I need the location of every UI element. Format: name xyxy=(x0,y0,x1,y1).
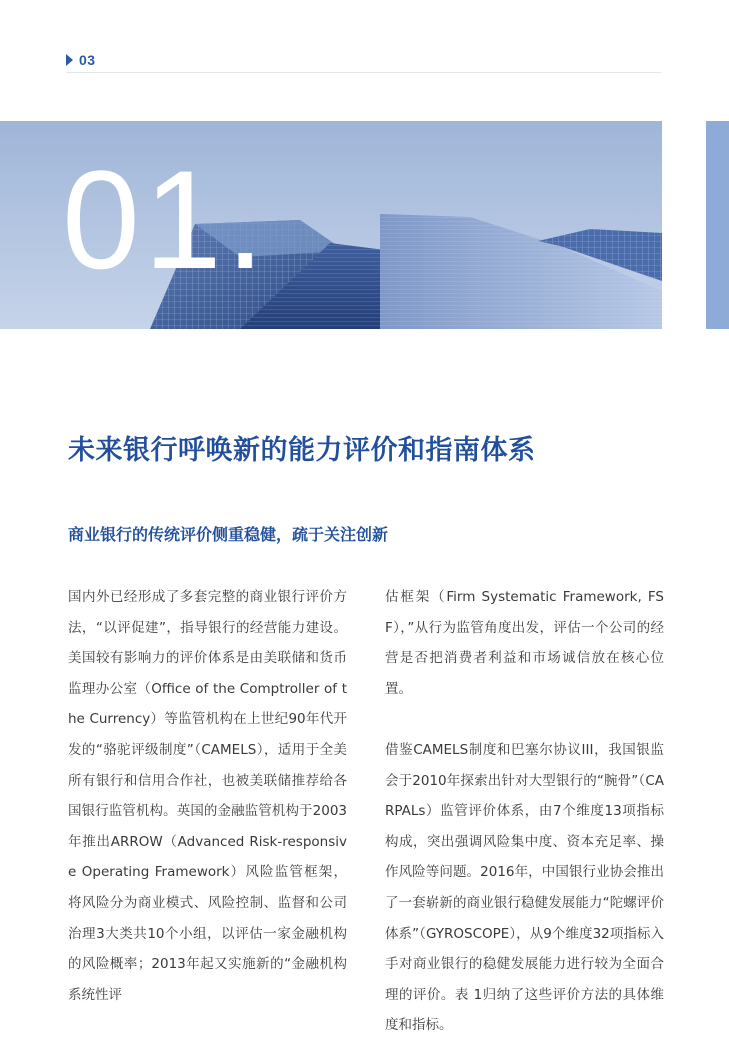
body-column-left xyxy=(68,582,347,1010)
page-number-label: 03 xyxy=(79,52,96,68)
page-number xyxy=(66,52,96,68)
chapter-number: 01. xyxy=(62,141,269,298)
body-column-right xyxy=(385,582,664,1041)
body-paragraph: 国内外已经形成了多套完整的商业银行评价方法，“以评促建”，指导银行的经营能力建设。美国较有影响力的评价体系是由美联储和货币监理办公室（Office of the Comptroller of the Currency）等监管机构在上世纪90年代开发的“骆驼评级制度”（CAMELS），适用于全美所有银行和信用合作社，也被美联储推荐给各国银行监管机构。英国的金融监管机构于2003年推出ARROW（Advanced Risk-responsive Operating Framework）风险监管框架，将风险分为商业模式、风险控制、监督和公司治理3大类共10个小组，以评估一家金融机构的风险概率；2013年起又实施新的“金融机构系统性评 xyxy=(68,589,347,1003)
body-paragraph: 借鉴CAMELS制度和巴塞尔协议III，我国银监会于2010年探索出针对大型银行的“腕骨”（CARPALs）监管评价体系，由7个维度13项指标构成，突出强调风险集中度、资本充足率、操作风险等问题。2016年，中国银行业协会推出了一套崭新的商业银行稳健发展能力“陀螺评价体系”（GYROSCOPE），从9个维度32项指标入手对商业银行的稳健发展能力进行较为全面合理的评价。表 1归纳了这些评价方法的具体维度和指标。 xyxy=(385,741,664,1034)
triangle-marker-icon xyxy=(66,54,73,66)
body-paragraph: 估框架（Firm Systematic Framework, FSF），”从行为监管角度出发，评估一个公司的经营是否把消费者利益和市场诚信放在核心位置。 xyxy=(385,589,664,697)
page-title: 未来银行呼唤新的能力评价和指南体系 xyxy=(68,435,536,466)
section-subtitle: 商业银行的传统评价侧重稳健，疏于关注创新 xyxy=(68,525,389,544)
side-accent-tab xyxy=(706,121,729,329)
header-divider xyxy=(66,72,661,73)
